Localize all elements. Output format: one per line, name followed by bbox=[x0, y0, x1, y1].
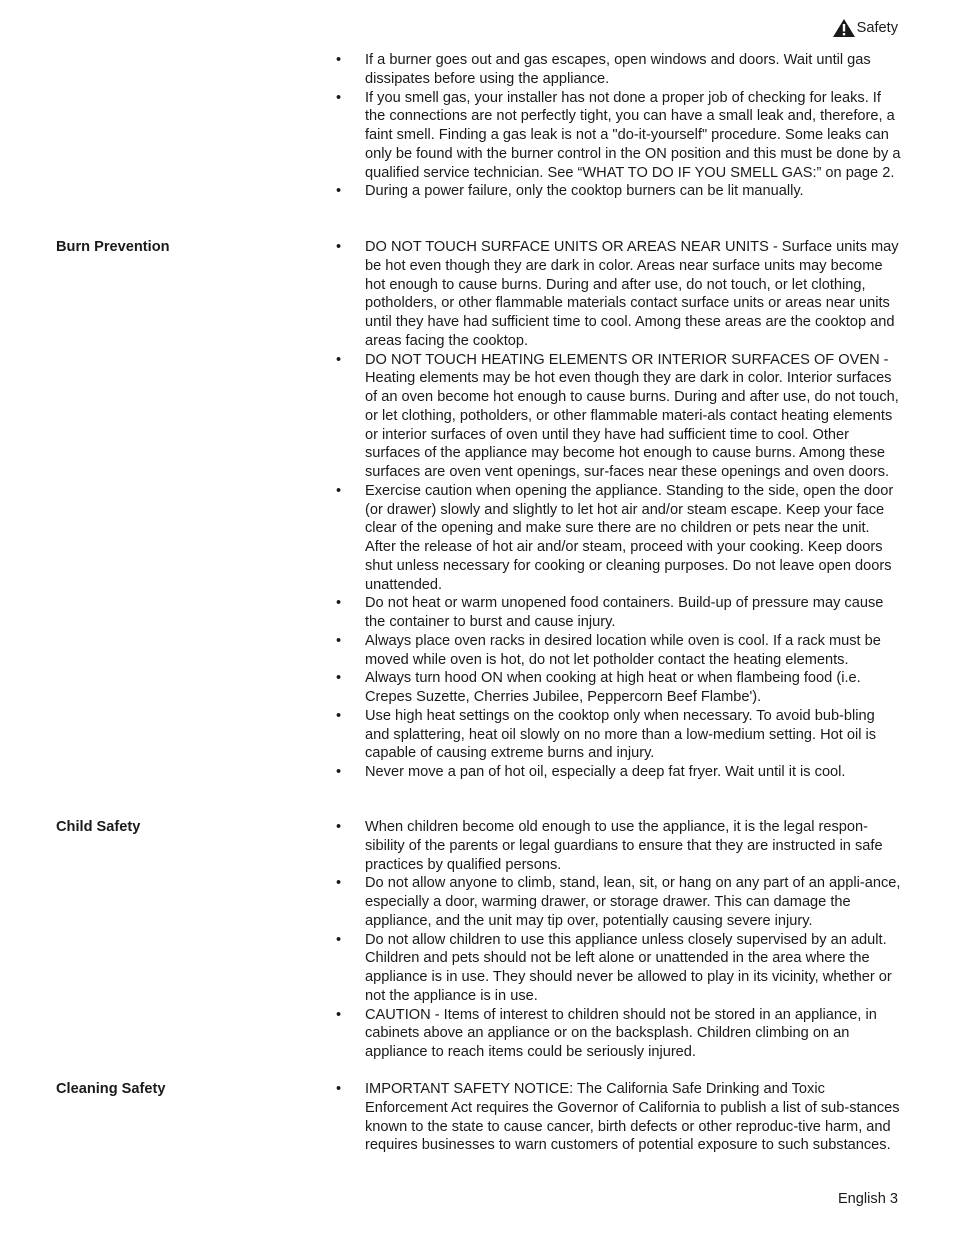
list-item: • If you smell gas, your installer has not done a proper job of checking for leaks. If the connections are not perfectly tight, you can have a small leak and, therefore, a faint smell. Finding a gas leak is not a "do-it-yourself" procedure. Some leaks can only be found with the burner control in the ON position and this must be done by a qualified service technician. See “WHAT TO DO IF YOU SMELL GAS:” on page 2. bbox=[336, 89, 902, 183]
list-item: • When children become old enough to use the appliance, it is the legal respon-sibility of the parents or legal guardians to ensure that they are instructed in safe practices by qualified persons. bbox=[336, 818, 902, 874]
section-title: Cleaning Safety bbox=[56, 1081, 166, 1097]
bullet-list bbox=[336, 818, 902, 1062]
list-item: • Do not allow children to use this appliance unless closely supervised by an adult. Children and pets should not be left alone or unattended in the area where the appliance is in use. They should never be allowed to play in its vicinity, whether or not the appliance is in use. bbox=[336, 931, 902, 1006]
list-item: • If a burner goes out and gas escapes, open windows and doors. Wait until gas dissipates before using the appliance. bbox=[336, 51, 902, 89]
page-header bbox=[832, 18, 898, 38]
list-item: • Do not heat or warm unopened food containers. Build-up of pressure may cause the container to burst and cause injury. bbox=[336, 594, 902, 632]
list-item: • DO NOT TOUCH SURFACE UNITS OR AREAS NEAR UNITS - Surface units may be hot even though they are dark in color. Areas near surface units may become hot enough to cause burns. During and after use, do not touch, or let clothing, potholders, or other flammable materials contact surface units or areas near units until they have had sufficient time to cool. Among these areas are the cooktop and areas facing the cooktop. bbox=[336, 238, 902, 351]
list-item: • Never move a pan of hot oil, especially a deep fat fryer. Wait until it is cool. bbox=[336, 763, 902, 782]
list-item: • Do not allow anyone to climb, stand, lean, sit, or hang on any part of an appli-ance, especially a door, warming drawer, or storage drawer. This can damage the appliance, and the unit may tip over, potentially causing severe injury. bbox=[336, 874, 902, 930]
list-item: • Use high heat settings on the cooktop only when necessary. To avoid bub-bling and splattering, heat oil slowly on no more than a low-medium setting. Hot oil is capable of causing extreme burns and injury. bbox=[336, 707, 902, 763]
section-title: Child Safety bbox=[56, 819, 141, 835]
list-item: • During a power failure, only the cooktop burners can be lit manually. bbox=[336, 182, 902, 201]
header-label: Safety bbox=[856, 20, 898, 37]
warning-triangle-icon bbox=[832, 18, 856, 38]
intro-section bbox=[336, 51, 902, 201]
section-body bbox=[336, 1080, 902, 1155]
bullet-list bbox=[336, 238, 902, 782]
intro-bullet-list bbox=[336, 51, 902, 201]
section-body bbox=[336, 238, 902, 782]
section-body bbox=[336, 818, 902, 1062]
list-item: • Always place oven racks in desired location while oven is cool. If a rack must be moved while oven is hot, do not let potholder contact the heating elements. bbox=[336, 632, 902, 670]
list-item: • DO NOT TOUCH HEATING ELEMENTS OR INTERIOR SURFACES OF OVEN - Heating elements may be hot even though they are dark in color. Interior surfaces of an oven become hot enough to cause burns. During and after use, do not touch, or let clothing, potholders, or other flammable materi-als contact heating elements or interior surfaces of oven until they have had sufficient time to cool. Other surfaces of the appliance may become hot enough to cause burns. Among these surfaces are oven vent openings, sur-faces near these openings and oven doors. bbox=[336, 351, 902, 482]
list-item: • Exercise caution when opening the appliance. Standing to the side, open the door (or drawer) slowly and slightly to let hot air and/or steam escape. Keep your face clear of the opening and make sure there are no children or pets near the unit. After the release of hot air and/or steam, proceed with your cooking. Keep doors shut unless necessary for cooking or cleaning purposes. Do not leave open doors unattended. bbox=[336, 482, 902, 595]
bullet-list bbox=[336, 1080, 902, 1155]
page-number: English 3 bbox=[837, 1191, 898, 1207]
list-item: • Always turn hood ON when cooking at high heat or when flambeing food (i.e. Crepes Suzette, Cherries Jubilee, Peppercorn Beef Flambe'). bbox=[336, 669, 902, 707]
list-item: • IMPORTANT SAFETY NOTICE: The California Safe Drinking and Toxic Enforcement Act requires the Governor of California to publish a list of sub-stances known to the state to cause cancer, birth defects or other reproduc-tive harm, and requires businesses to warn customers of potential exposure to such substances. bbox=[336, 1080, 902, 1155]
list-item: • CAUTION - Items of interest to children should not be stored in an appliance, in cabinets above an appliance or on the backsplash. Children climbing on an appliance to reach items could be seriously injured. bbox=[336, 1006, 902, 1062]
section-title: Burn Prevention bbox=[56, 239, 170, 255]
